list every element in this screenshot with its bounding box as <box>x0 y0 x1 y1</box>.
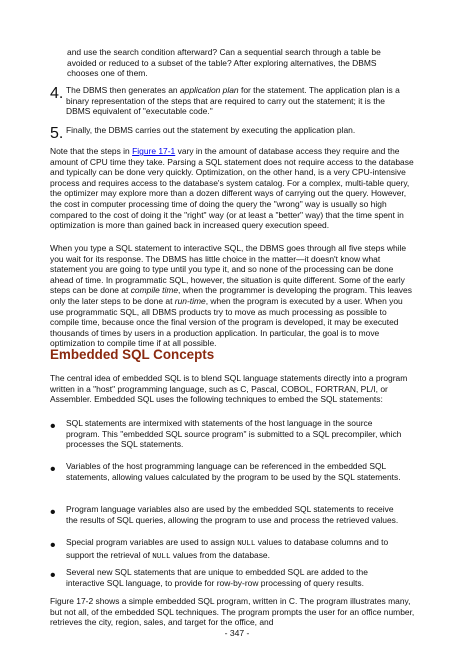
bullet-text: Variables of the host programming language can be referenced in the embedded SQL statements, allowing values calculated by the program to be used by the SQL statements. <box>66 461 401 482</box>
bullet-marker: • <box>50 418 56 435</box>
bullet-item <box>50 504 406 525</box>
step-5 <box>50 125 410 143</box>
bullet-marker: • <box>50 461 56 478</box>
figure-17-1-link[interactable]: Figure 17-1 <box>132 146 176 156</box>
bullet-item <box>50 418 406 450</box>
step-text: The DBMS then generates an application plan for the statement. The application plan is a binary representation of the steps that are required to carry out the statement; it is the DBMS equivalent of "executable code." <box>66 85 400 117</box>
bullet-text: Program language variables also are used by the embedded SQL statements to receive the results of SQL queries, allowing the program to use and process the retrieved values. <box>66 504 399 525</box>
bullet-text: Special program variables are used to assign NULL values to database columns and to support the retrieval of NULL values from the database. <box>66 537 389 561</box>
paragraph-steps-cost: Note that the steps in Figure 17-1 vary in the amount of database access they require and the amount of CPU time they take. Parsing a SQL statement does not require access to the database and typically can be done very quickly. Optimization, on the other hand, is a very CPU-intensive process and requires access to the database's system catalog. For a complex, multi-table query, the optimizer may explore more than a dozen different ways of carrying out the query. However, the cost in computer processing time of doing the query the "wrong" way is usually so high compared to the cost of doing it the "right" way (or at least a "better" way) that the time spent in optimization is more than gained back in increased query execution speed. <box>50 146 414 231</box>
paragraph-central-idea: The central idea of embedded SQL is to blend SQL language statements directly into a program written in a "host" programming language, such as C, Pascal, COBOL, FORTRAN, PL/I, or Assembler. Embedded SQL uses the following techniques to embed the SQL statements: <box>50 373 408 405</box>
paragraph-interactive-vs-programmatic: When you type a SQL statement to interactive SQL, the DBMS goes through all five steps while you wait for its response. The DBMS has little choice in the matter—it doesn't know what statement you are going to type until you type it, and so none of the processing can be done ahead of time. In programmatic SQL, however, the situation is quite different. Some of the early steps can be done at compile time, when the programmer is developing the program. This leaves only the later steps to be done at run-time, when the program is executed by a user. When you use programmatic SQL, all DBMS products try to move as much processing as possible to compile time, because once the final version of the program is developed, it may be executed thousands of times by users in a production application. In particular, the goal is to move optimization to compile time if at all possible. <box>50 243 412 349</box>
paragraph-figure-17-2: Figure 17-2 shows a simple embedded SQL program, written in C. The program illustrates many, but not all, of the embedded SQL techniques. The program prompts the user for an office number, retrieves the city, region, sales, and target for the office, and <box>50 596 415 628</box>
bullet-marker: • <box>50 567 56 584</box>
bullet-item <box>50 567 406 588</box>
bullet-marker: • <box>50 537 56 554</box>
emphasis: compile time <box>130 285 179 296</box>
step-number: 5. <box>50 125 64 142</box>
bullet-text: Several new SQL statements that are unique to embedded SQL are added to the interactive SQL language, to provide for row-by-row processing of query results. <box>66 567 368 588</box>
continuation-paragraph: and use the search condition afterward? Can a sequential search through a table be avoided or reduced to a subset of the table? After exploring alternatives, the DBMS chooses one of them. <box>67 47 381 79</box>
bullet-marker: • <box>50 504 56 521</box>
step-4 <box>50 85 410 117</box>
emphasis: run-time <box>174 295 206 306</box>
step-number: 4. <box>50 85 64 102</box>
section-heading: Embedded SQL Concepts <box>50 347 215 362</box>
page-number: - 347 - <box>224 628 250 638</box>
bullet-text: SQL statements are intermixed with statements of the host language in the source program. This "embedded SQL source program" is submitted to a SQL precompiler, which processes the SQL statements. <box>66 418 402 450</box>
bullet-item <box>50 461 406 482</box>
null-code: NULL <box>152 552 171 561</box>
step-text: Finally, the DBMS carries out the statement by executing the application plan. <box>66 125 356 135</box>
null-code: NULL <box>237 540 256 548</box>
emphasis: application plan <box>179 85 239 95</box>
bullet-item <box>50 537 406 562</box>
